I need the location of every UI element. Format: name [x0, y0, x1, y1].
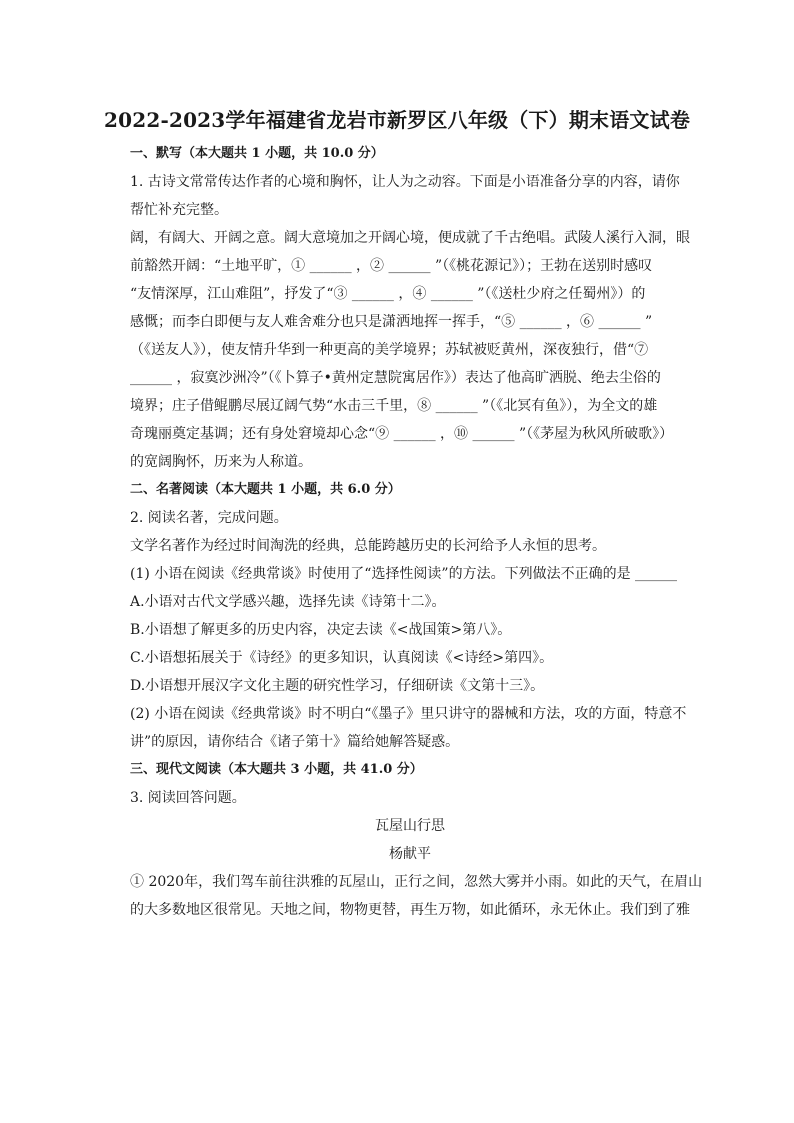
option-d: D.小语想开展汉字文化主题的研究性学习，仔细研读《文第十三》。: [130, 678, 545, 694]
question-line: 3. 阅读回答问题。: [130, 790, 246, 806]
article-paragraph: 的大多数地区很常见。天地之间，物物更替，再生万物，如此循环，永无休止。我们到了雅: [130, 902, 690, 918]
question-line: （《送友人》），使友情升华到一种更高的美学境界；苏轼被贬黄州，深夜独行，借“⑦: [130, 342, 649, 358]
question-line: 1. 古诗文常常传达作者的心境和胸怀，让人为之动容。下面是小语准备分享的内容，请你: [130, 174, 680, 190]
question-line: 2. 阅读名著，完成问题。: [130, 510, 288, 526]
section-heading: 一、默写（本大题共 1 小题，共 10.0 分）: [130, 146, 384, 161]
page-title: 2022-2023学年福建省龙岩市新罗区八年级（下）期末语文试卷: [103, 108, 691, 132]
question-line: 奇瑰丽奠定基调；还有身处窘境却心念“⑨ ______ ，⑩ ______ ”（《茅屋为秋风所破歌》）: [130, 426, 674, 442]
section-dictation: [130, 140, 690, 476]
option-c: C.小语想拓展关于《诗经》的更多知识，认真阅读《<诗经>第四》。: [130, 650, 554, 666]
option-b: B.小语想了解更多的历史内容，决定去读《<战国策>第八》。: [130, 622, 512, 638]
question-line: 阔，有阔大、开阔之意。阔大意境加之开阔心境，便成就了千古绝唱。武陵人溪行入洞，眼: [130, 230, 690, 246]
question-line: 前豁然开阔：“土地平旷，① ______ ，② ______ ”（《桃花源记》）；王勃在送别时感叹: [130, 258, 653, 274]
article-title: 瓦屋山行思: [375, 818, 445, 834]
article-author: 杨献平: [389, 846, 431, 862]
question-line: “友情深厚，江山难阻”，抒发了“③ ______ ，④ ______ ”（《送杜少府之任蜀州》）的: [130, 286, 646, 302]
section-classic-reading: [130, 476, 690, 756]
question-line: (1) 小语在阅读《经典常谈》时使用了“选择性阅读”的方法。下列做法不正确的是 ______: [130, 566, 678, 582]
option-a: A.小语对古代文学感兴趣，选择先读《诗第十二》。: [130, 594, 446, 610]
question-line: 文学名著作为经过时间淘洗的经典，总能跨越历史的长河给予人永恒的思考。: [130, 538, 606, 554]
section-heading: 三、现代文阅读（本大题共 3 小题，共 41.0 分）: [130, 762, 423, 777]
question-line: 境界；庄子借鲲鹏尽展辽阔气势“水击三千里，⑧ ______ ”（《北冥有鱼》），为全文的雄: [130, 398, 658, 414]
section-modern-reading: [130, 756, 703, 924]
exam-content: [130, 140, 703, 924]
article-paragraph: ① 2020年，我们驾车前往洪雅的瓦屋山，正行之间，忽然大雾并小雨。如此的天气，在眉山: [130, 874, 703, 890]
question-line: 感慨；而李白即便与友人难舍难分也只是潇洒地挥一挥手，“⑤ ______ ，⑥ ______ ”: [130, 314, 653, 330]
section-heading: 二、名著阅读（本大题共 1 小题，共 6.0 分）: [130, 482, 401, 497]
question-line: 的宽阔胸怀，历来为人称道。: [130, 454, 312, 470]
question-line: 讲”的原因，请你结合《诸子第十》篇给她解答疑惑。: [130, 734, 460, 750]
question-line: 帮忙补充完整。: [130, 202, 228, 218]
question-line: ______ ，寂寞沙洲冷”（《卜算子•黄州定慧院寓居作》）表达了他高旷洒脱、绝去尘俗的: [130, 370, 661, 386]
question-line: (2) 小语在阅读《经典常谈》时不明白“《墨子》里只讲守的器械和方法，攻的方面，特意不: [130, 706, 687, 722]
